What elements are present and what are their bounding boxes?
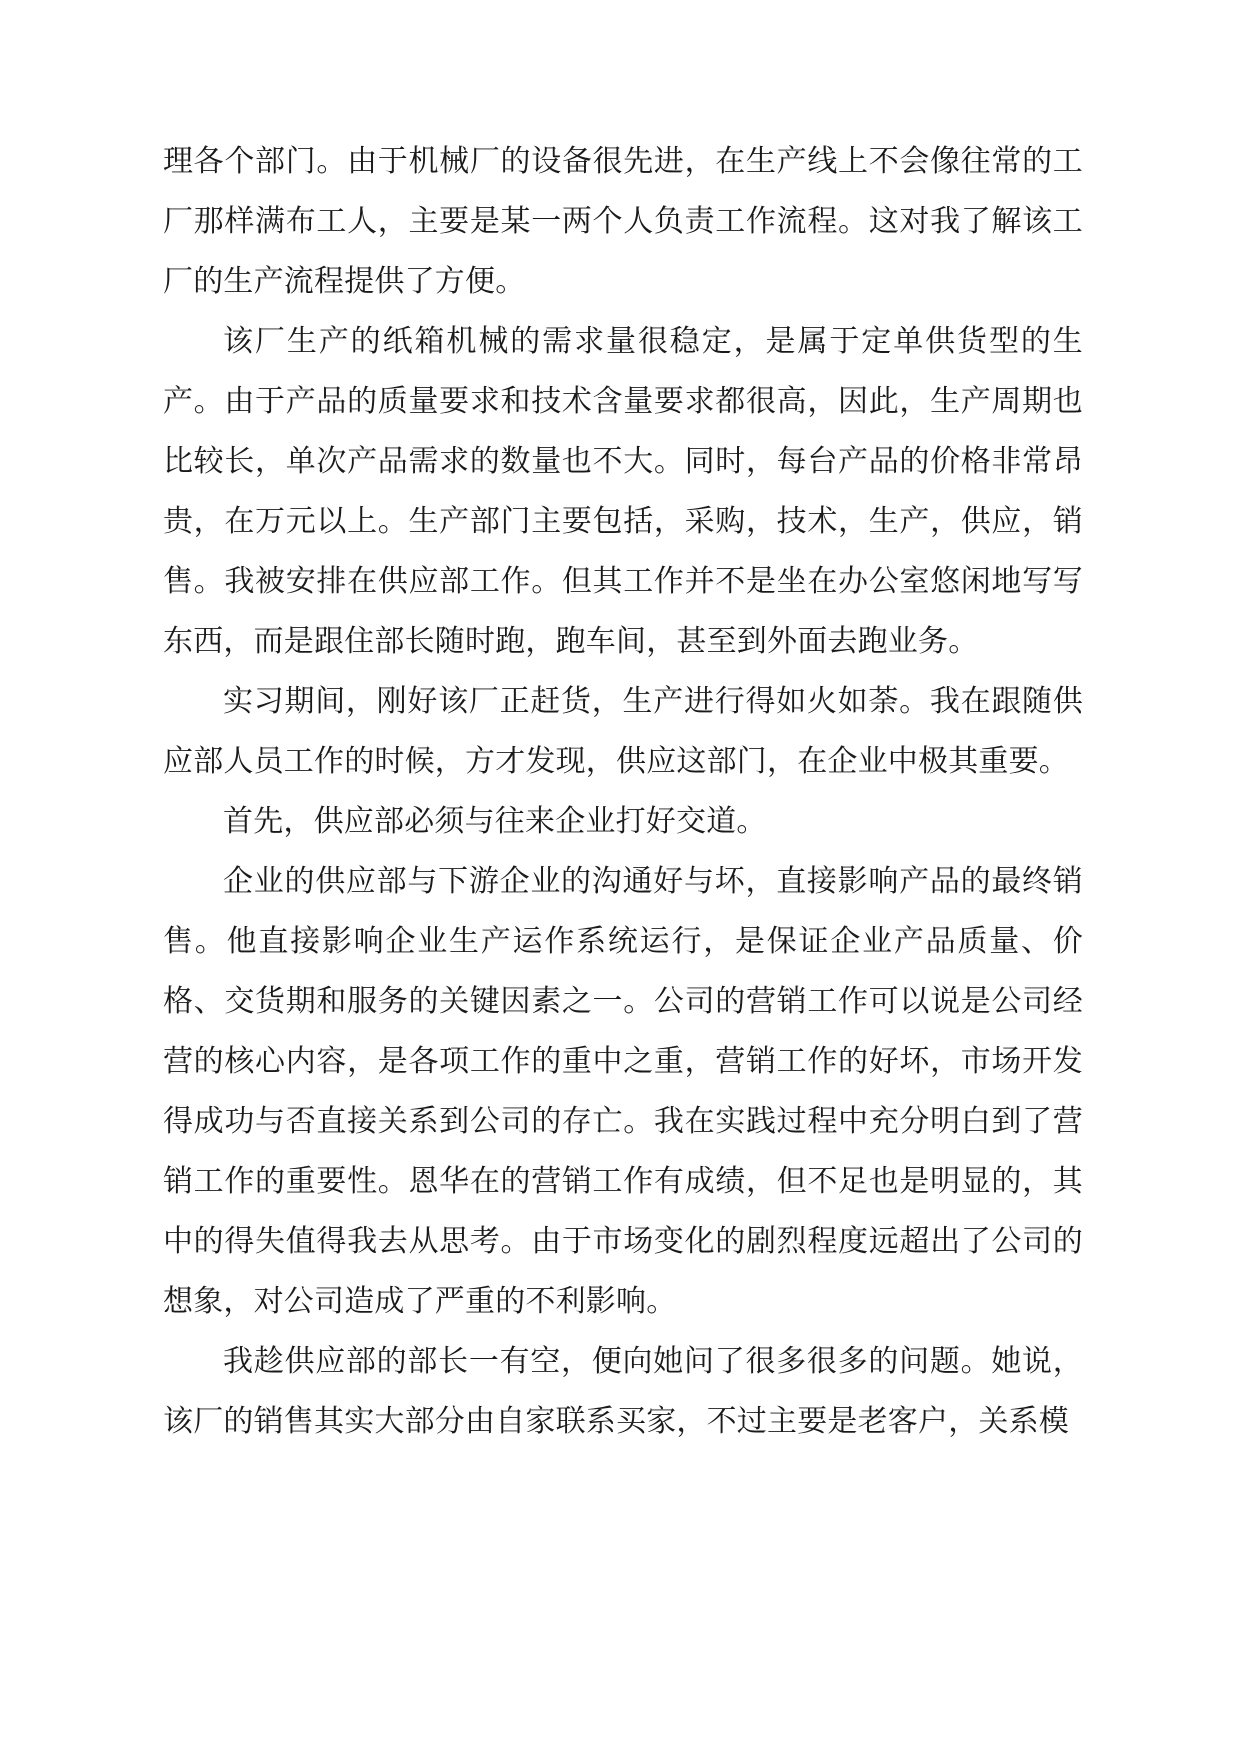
paragraph-6: 我趁供应部的部长一有空，便向她问了很多很多的问题。她说，该厂的销售其实大部分由自家联系买家，不过主要是老客户，关系模 (163, 1345, 1083, 1438)
paragraph-1: 理各个部门。由于机械厂的设备很先进，在生产线上不会像往常的工厂那样满布工人，主要是某一两个人负责工作流程。这对我了解该工厂的生产流程提供了方便。 (163, 145, 1083, 298)
paragraph-3: 实习期间，刚好该厂正赶货，生产进行得如火如荼。我在跟随供应部人员工作的时候，方才发现，供应这部门，在企业中极其重要。 (163, 685, 1083, 778)
paragraph-5: 企业的供应部与下游企业的沟通好与坏，直接影响产品的最终销售。他直接影响企业生产运作系统运行，是保证企业产品质量、价格、交货期和服务的关键因素之一。公司的营销工作可以说是公司经营的核心内容，是各项工作的重中之重，营销工作的好坏，市场开发得成功与否直接关系到公司的存亡。我在实践过程中充分明白到了营销工作的重要性。恩华在的营销工作有成绩，但不足也是明显的，其中的得失值得我去从思考。由于市场变化的剧烈程度远超出了公司的想象，对公司造成了严重的不利影响。 (163, 865, 1083, 1318)
page-body (163, 132, 1083, 1452)
paragraph-2: 该厂生产的纸箱机械的需求量很稳定，是属于定单供货型的生产。由于产品的质量要求和技术含量要求都很高，因此，生产周期也比较长，单次产品需求的数量也不大。同时，每台产品的价格非常昂贵，在万元以上。生产部门主要包括，采购，技术，生产，供应，销售。我被安排在供应部工作。但其工作并不是坐在办公室悠闲地写写东西，而是跟住部长随时跑，跑车间，甚至到外面去跑业务。 (163, 325, 1083, 658)
paragraph-4: 首先，供应部必须与往来企业打好交道。 (223, 805, 767, 838)
